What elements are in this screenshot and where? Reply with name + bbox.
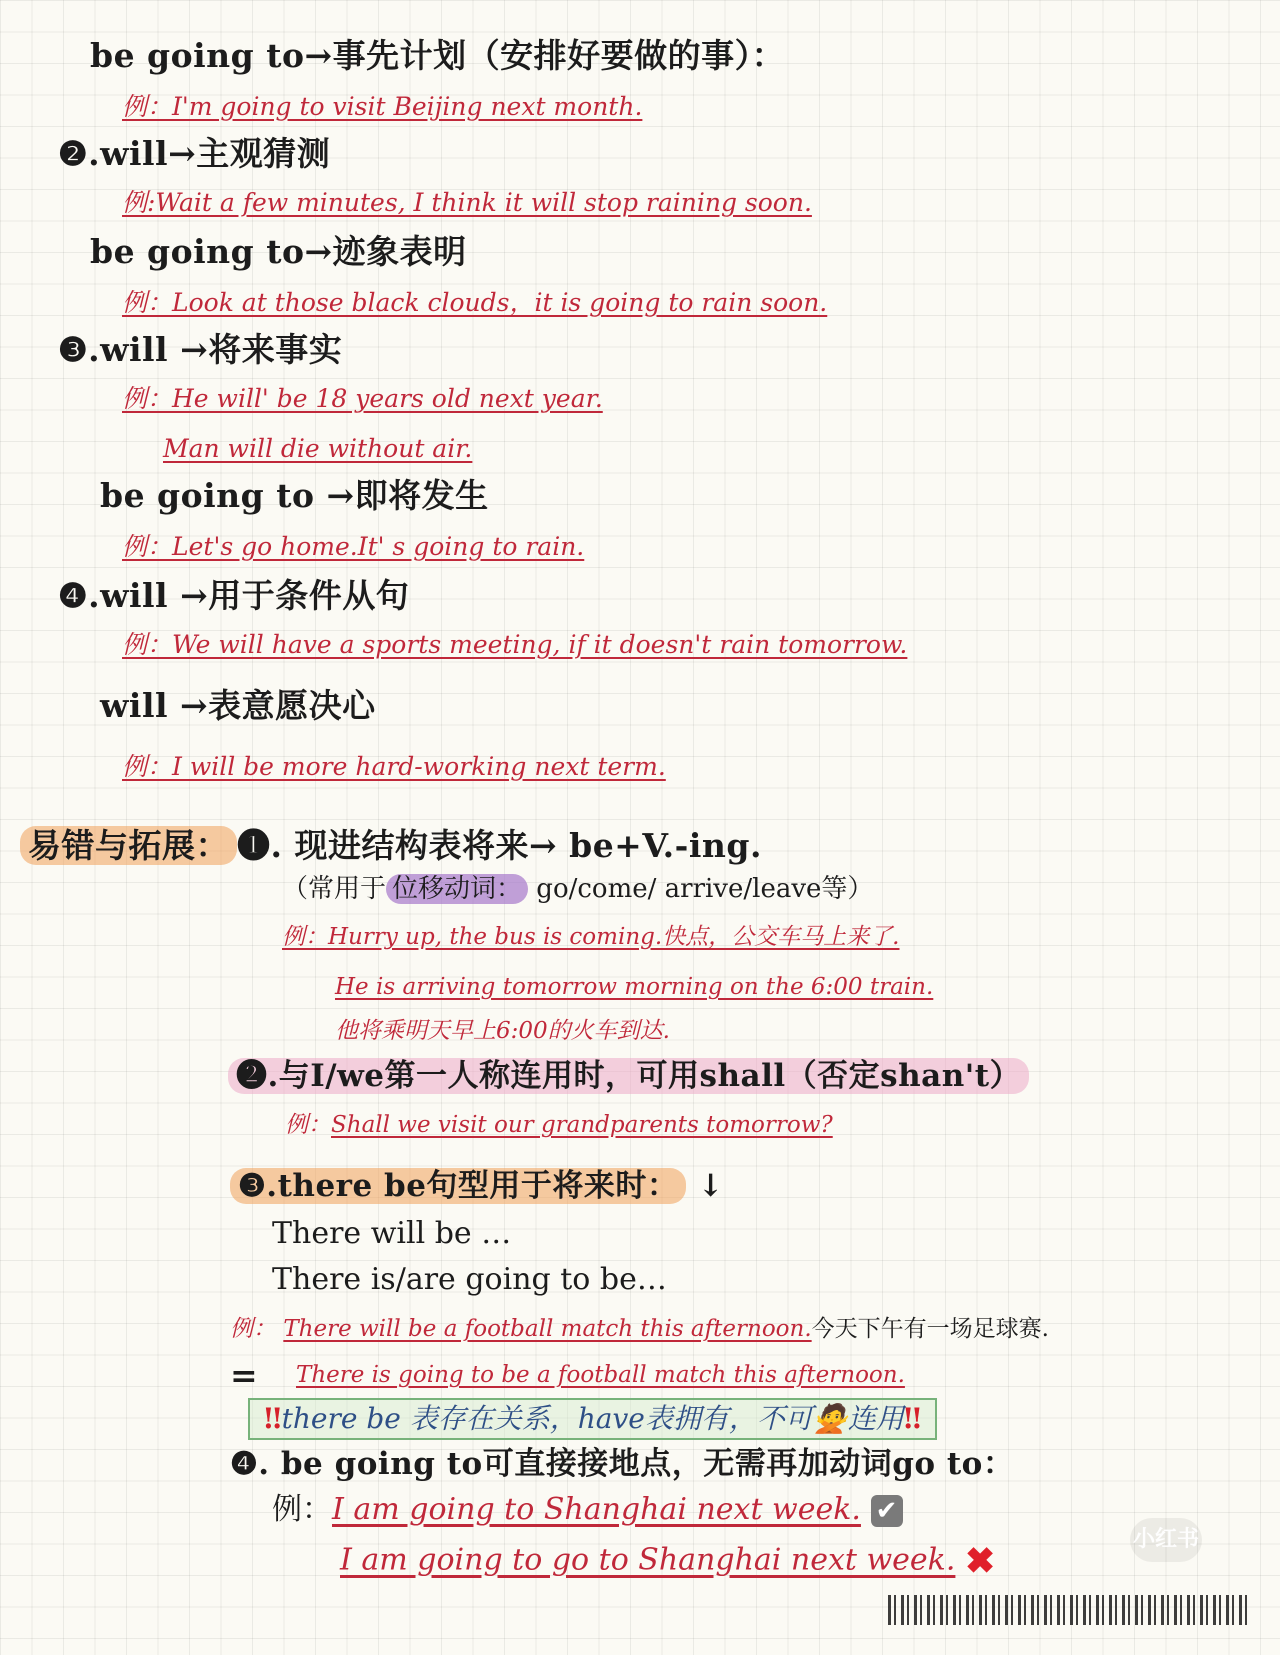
example-will-guess: 例:Wait a few minutes, I think it will stop raining soon. xyxy=(122,188,812,217)
example-signs: 例：Look at those black clouds，it is going to rain soon. xyxy=(122,288,828,317)
point1-example-1: 例：Hurry up, the bus is coming.快点，公交车马上来了. xyxy=(282,924,900,950)
line-plan: be going to→事先计划（安排好要做的事）： xyxy=(90,36,786,75)
line-signs: be going to→迹象表明 xyxy=(90,232,467,271)
point3-form-1: There will be … xyxy=(272,1216,512,1251)
example-plan: 例：I'm going to visit Beijing next month. xyxy=(122,92,643,121)
point1-example-2: He is arriving tomorrow morning on the 6:00 train. xyxy=(335,974,934,1000)
equals-sign: = xyxy=(230,1356,259,1395)
line-will-conditional: ❹.will →用于条件从句 xyxy=(58,576,410,615)
point3-example-2: There is going to be a football match this afternoon. xyxy=(296,1362,905,1388)
point3-title: ❸.there be句型用于将来时： ↓ xyxy=(230,1168,724,1205)
line-will-fact: ❸.will →将来事实 xyxy=(58,330,343,369)
line-will-guess: ❷.will→主观猜测 xyxy=(58,134,331,173)
warning-box: ‼there be 表存在关系，have表拥有，不可🙅连用‼ xyxy=(248,1398,937,1440)
point2-example: 例：Shall we visit our grandparents tomorrow? xyxy=(285,1112,833,1138)
down-arrow-icon: ↓ xyxy=(697,1168,725,1204)
double-exclamation-icon: ‼ xyxy=(903,1402,922,1435)
extension-section xyxy=(20,826,762,866)
example-about-to: 例：Let's go home.It' s going to rain. xyxy=(122,532,585,561)
line-about-to: be going to →即将发生 xyxy=(100,476,489,515)
point1-note: （常用于 位移动词： go/come/ arrive/leave等） xyxy=(282,874,874,904)
example-will-fact-2: Man will die without air. xyxy=(163,434,473,463)
extension-label: 易错与拓展： xyxy=(20,826,237,865)
point4-title: ❹. be going to可直接接地点，无需再加动词go to： xyxy=(230,1446,1015,1482)
example-will-conditional: 例：We will have a sports meeting, if it doesn't rain tomorrow. xyxy=(122,630,908,659)
example-will-fact-1: 例：He will' be 18 years old next year. xyxy=(122,384,603,413)
decorative-barcode xyxy=(888,1595,1248,1625)
point3-form-2: There is/are going to be… xyxy=(272,1262,667,1297)
point4-example-2: I am going to go to Shanghai next week. ✖ xyxy=(340,1540,996,1582)
point4-example-1: 例：I am going to Shanghai next week. ✔ xyxy=(272,1492,903,1528)
double-exclamation-icon: ‼ xyxy=(264,1402,282,1435)
watermark-logo: 小红书 xyxy=(1130,1518,1202,1562)
checkmark-icon: ✔ xyxy=(871,1495,903,1527)
cross-mark-icon: ✖ xyxy=(964,1540,996,1582)
example-will-intention: 例：I will be more hard-working next term. xyxy=(122,752,666,781)
point2-title: ❷.与I/we第一人称连用时，可用shall（否定shan't） xyxy=(228,1058,1029,1095)
point3-example: 例： There will be a football match this afternoon.今天下午有一场足球赛. xyxy=(230,1316,1049,1342)
point1-example-3: 他将乘明天早上6:00的火车到达. xyxy=(335,1018,670,1044)
line-will-intention: will →表意愿决心 xyxy=(100,686,376,725)
point1-title: ❶. 现进结构表将来→ be+V.-ing. xyxy=(237,826,762,865)
highlight-motion-verbs: 位移动词： xyxy=(386,874,528,904)
